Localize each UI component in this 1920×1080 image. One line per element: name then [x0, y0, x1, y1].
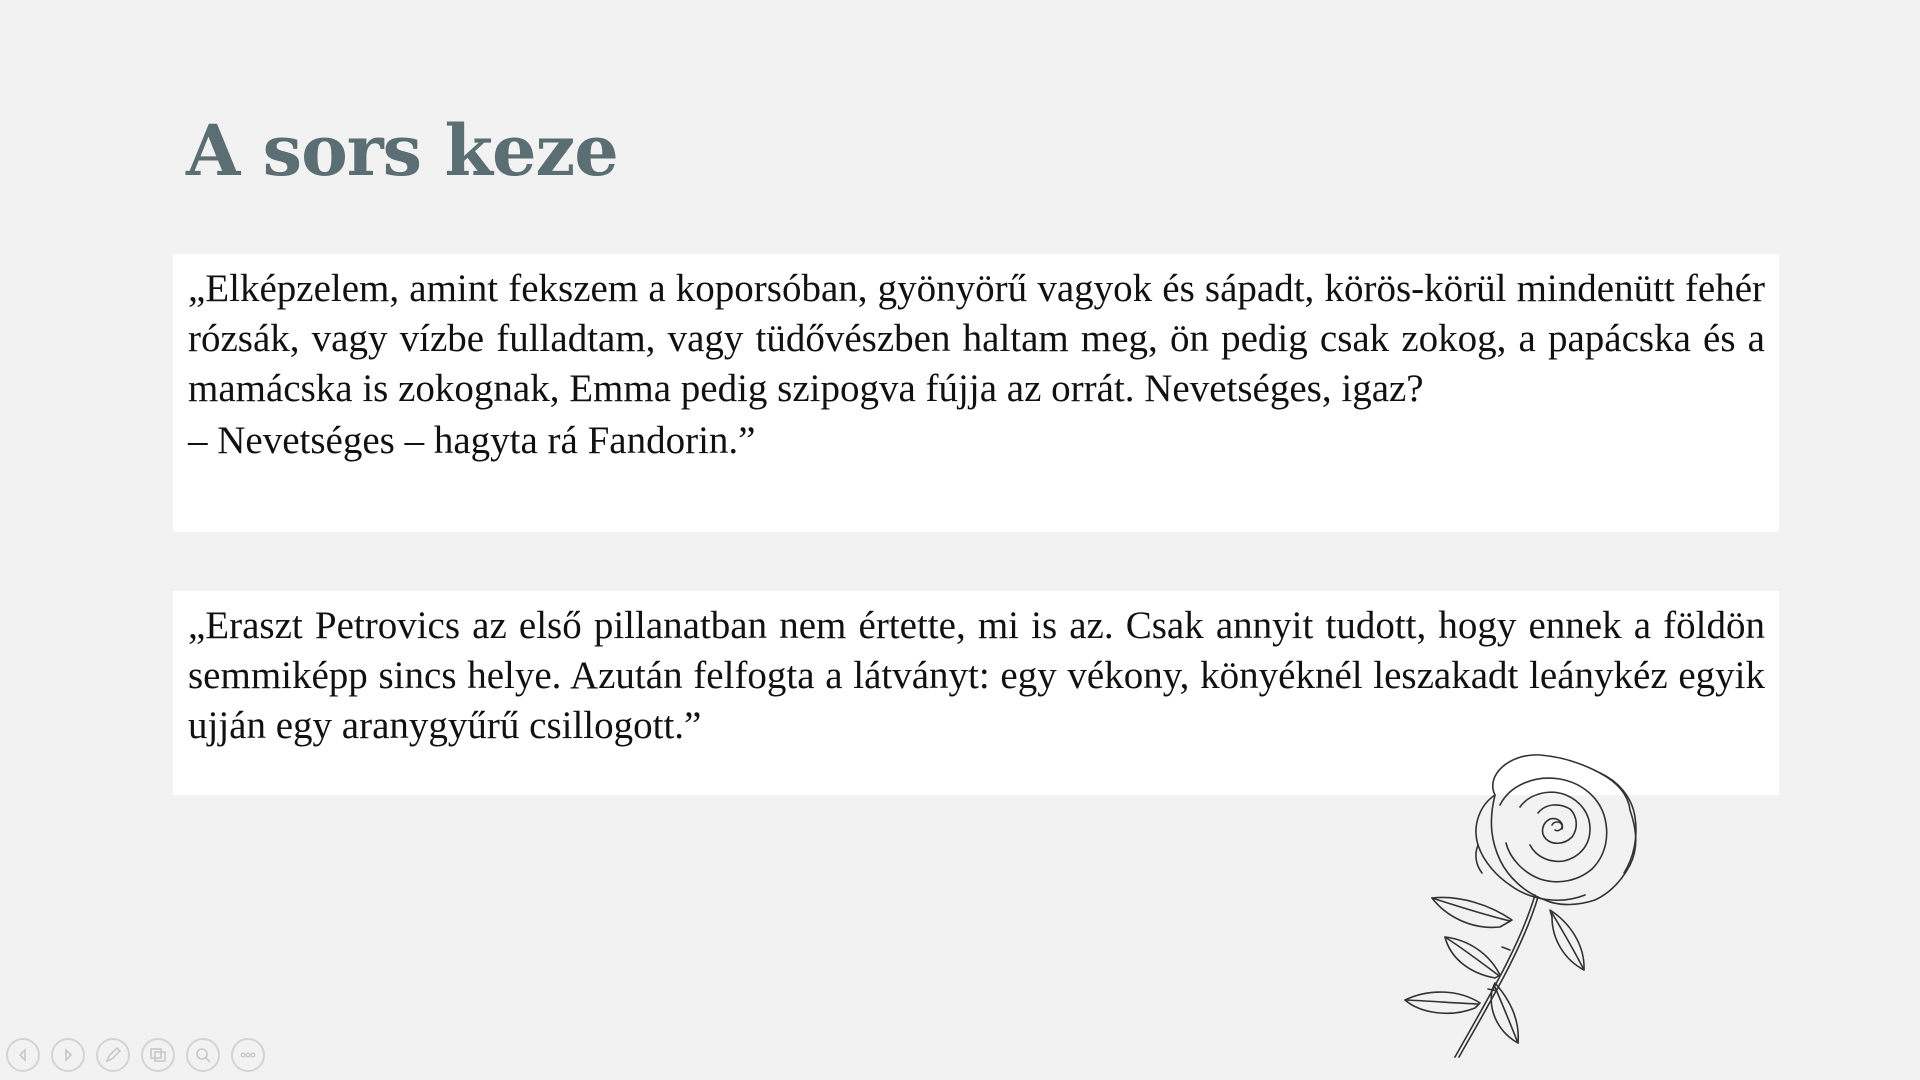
pen-icon	[104, 1046, 122, 1064]
zoom-button[interactable]	[186, 1038, 220, 1072]
see-all-slides-button[interactable]	[141, 1038, 175, 1072]
next-slide-button[interactable]	[51, 1038, 85, 1072]
slide-title: A sors keze	[186, 109, 618, 192]
magnifier-icon	[194, 1046, 212, 1064]
arrow-left-icon	[14, 1046, 32, 1064]
quote-1-reply: – Nevetséges – hagyta rá Fandorin.”	[188, 419, 756, 462]
quote-1-paragraph: „Elképzelem, amint fekszem a koporsóban, gyönyörű vagyok és sápadt, körös-körül mindenütt fehér rózsák, vagy vízbe fulladtam, vagy tüdővészben haltam meg, ön pedig csak zokog, a papácska és a mamácska is zokognak, Emma pedig szipogva fújja az orrát. Nevetséges, igaz?	[188, 267, 1765, 410]
pen-tool-button[interactable]	[96, 1038, 130, 1072]
rose-stem	[1455, 895, 1535, 1057]
quote-2-paragraph: „Eraszt Petrovics az első pillanatban nem értette, mi is az. Csak annyit tudott, hogy ennek a földön semmiképp sincs helye. Azután felfogta a látványt: egy vékony, könyéknél leszakadt leánykéz egyik ujján egy aranygyűrű csillogott.”	[188, 604, 1765, 747]
more-options-button[interactable]	[231, 1038, 265, 1072]
more-dots-icon	[239, 1046, 257, 1064]
rose-illustration	[1360, 745, 1680, 1065]
slideshow-toolbar	[6, 1038, 265, 1072]
quote-box-1	[173, 254, 1779, 532]
arrow-right-icon	[59, 1046, 77, 1064]
previous-slide-button[interactable]	[6, 1038, 40, 1072]
slides-grid-icon	[149, 1046, 167, 1064]
